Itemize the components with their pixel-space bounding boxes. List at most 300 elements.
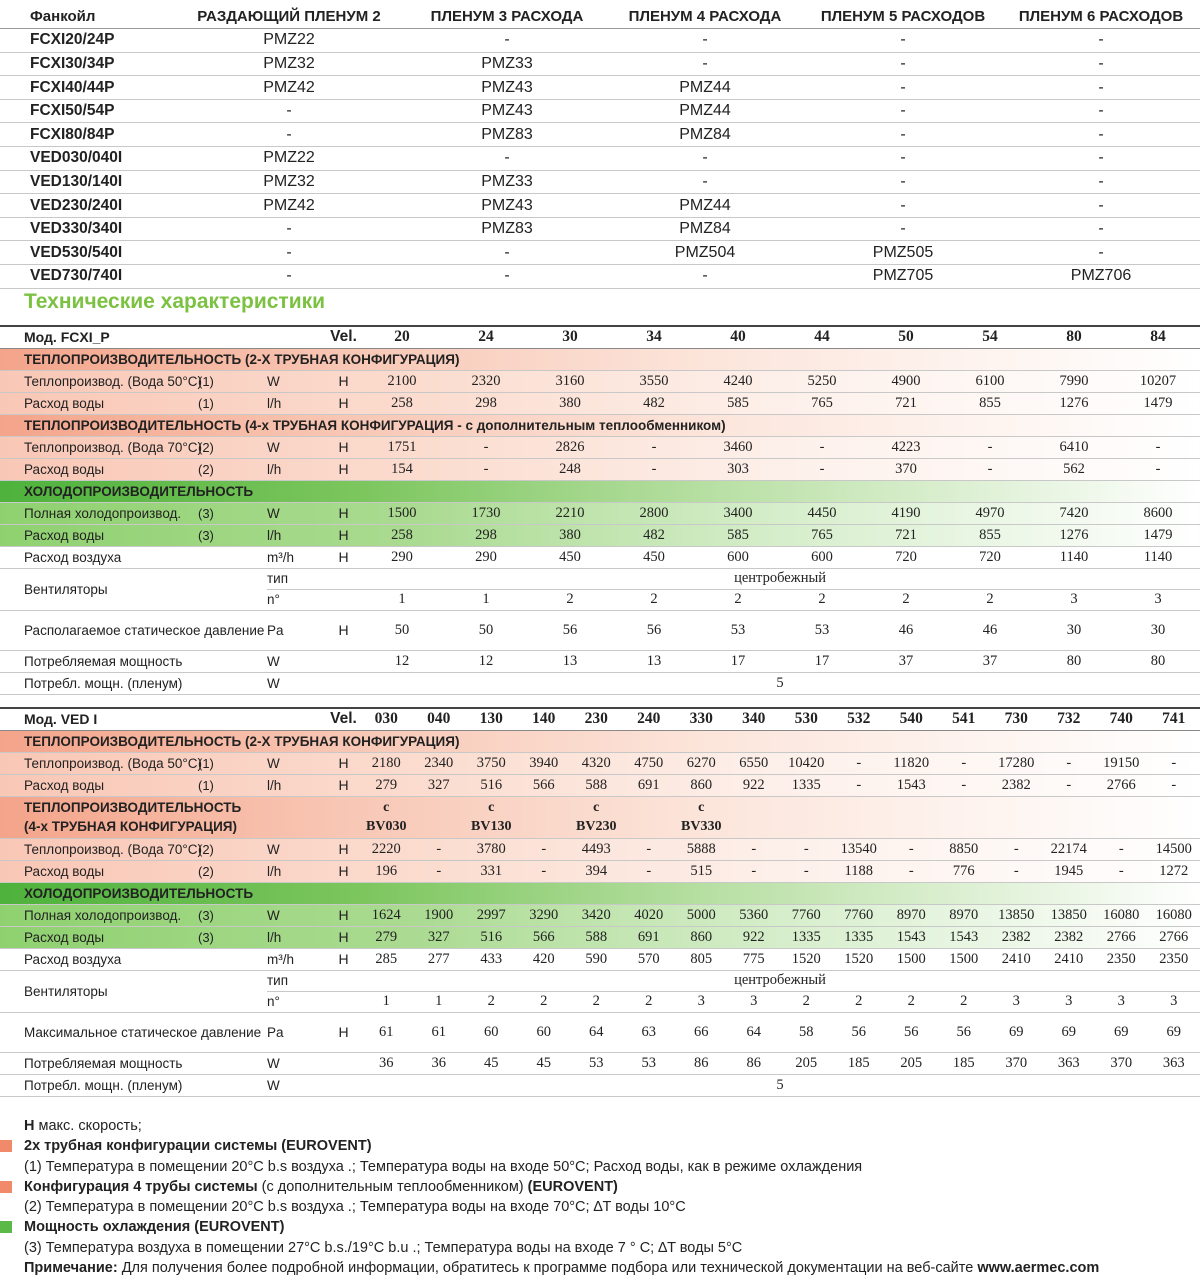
plenum-code: PMZ33: [408, 170, 606, 194]
row-label: Располагаемое статическое давление: [0, 610, 267, 650]
cell-value: 36: [413, 1052, 466, 1074]
fancoil-model: VED130/140I: [0, 170, 170, 194]
cell-value: 1: [413, 991, 466, 1012]
cell-value: -: [1095, 838, 1148, 860]
model-header-row: [0, 708, 1200, 730]
fans-n-label: n°: [267, 991, 327, 1012]
cell-value: 516: [465, 926, 518, 948]
row-unit: Pa: [267, 610, 327, 650]
cell-value: 185: [833, 1052, 886, 1074]
cell-value: 2: [612, 589, 696, 610]
cell-value: 13: [528, 650, 612, 672]
bv-cell: [938, 796, 991, 838]
cell-value: 3460: [696, 436, 780, 458]
cell-value: 69: [1043, 1012, 1096, 1052]
bv-cell: [623, 796, 676, 838]
plenum-code: -: [606, 52, 804, 76]
fans-n-label: n°: [267, 589, 327, 610]
cell-value: 588: [570, 926, 623, 948]
row-speed: H: [327, 774, 360, 796]
plenum-row: [0, 29, 1200, 53]
cell-value: 1945: [1043, 860, 1096, 882]
cell-value: 450: [528, 546, 612, 568]
row-unit: W: [267, 1052, 327, 1074]
cell-value: 205: [780, 1052, 833, 1074]
cell-value: 50: [360, 610, 444, 650]
row-speed: H: [327, 948, 360, 970]
row-speed: H: [327, 860, 360, 882]
plenum-code: -: [804, 76, 1002, 100]
bv-cell: [465, 796, 518, 838]
section-title: ХОЛОДОПРОИЗВОДИТЕЛЬНОСТЬ: [0, 882, 1200, 904]
row-ref: (2): [198, 838, 267, 860]
bv-prefix: с: [360, 798, 413, 817]
fancoil-model: VED530/540I: [0, 241, 170, 265]
cell-value: 2: [518, 991, 571, 1012]
cell-value: 30: [1116, 610, 1200, 650]
cell-value: 36: [360, 1052, 413, 1074]
plenum-code: PMZ44: [606, 99, 804, 123]
plenum-code: PMZ84: [606, 123, 804, 147]
cell-value: 4900: [864, 370, 948, 392]
plenum-code: PMZ83: [408, 217, 606, 241]
row-unit: W: [267, 650, 327, 672]
cell-value: 1276: [1032, 392, 1116, 414]
plenum-row: [0, 123, 1200, 147]
row-ref: (3): [198, 904, 267, 926]
section-title-row: [0, 414, 1200, 436]
model-number: 532: [833, 708, 886, 730]
plenum-code: -: [1002, 217, 1200, 241]
row-ref: (2): [198, 458, 267, 480]
fancoil-model: VED030/040I: [0, 147, 170, 171]
plenum-row: [0, 217, 1200, 241]
plenum-code: -: [606, 170, 804, 194]
model-number: 741: [1148, 708, 1200, 730]
cell-value: 2: [885, 991, 938, 1012]
model-number: 40: [696, 326, 780, 348]
plenum-col-header: ПЛЕНУМ 6 РАСХОДОВ: [1002, 5, 1200, 29]
tech-specs-title: Технические характеристики: [24, 290, 325, 314]
cell-value: -: [885, 860, 938, 882]
row-label: Расход воздуха: [0, 546, 267, 568]
cell-value: 285: [360, 948, 413, 970]
cell-value: -: [623, 838, 676, 860]
plenum-code: PMZ32: [170, 52, 408, 76]
cell-value: 327: [413, 926, 466, 948]
cell-value: 69: [1095, 1012, 1148, 1052]
cell-value: 56: [528, 610, 612, 650]
row-unit: W: [267, 838, 327, 860]
cell-value: 1335: [780, 774, 833, 796]
cell-value: 56: [938, 1012, 991, 1052]
cell-value: 5360: [728, 904, 781, 926]
data-row: [0, 524, 1200, 546]
model-label: Мод. FCXI_P: [0, 326, 327, 348]
cell-value: -: [623, 860, 676, 882]
row-speed: [327, 672, 360, 694]
plenum-code: -: [1002, 29, 1200, 53]
empty: [327, 991, 360, 1012]
plenum-code: PMZ42: [170, 76, 408, 100]
model-number: 80: [1032, 326, 1116, 348]
cell-value: 1276: [1032, 524, 1116, 546]
row-unit: m³/h: [267, 948, 327, 970]
row-unit: W: [267, 370, 327, 392]
cell-value: -: [444, 458, 528, 480]
cell-value: 516: [465, 774, 518, 796]
cell-value: 4223: [864, 436, 948, 458]
plenum-code: PMZ22: [170, 147, 408, 171]
cell-value: 1335: [833, 926, 886, 948]
plenum-code: -: [1002, 99, 1200, 123]
plenum-code: -: [804, 123, 1002, 147]
cell-value: 61: [360, 1012, 413, 1052]
cell-value: 2410: [1043, 948, 1096, 970]
row-unit: l/h: [267, 458, 327, 480]
plenum-code: -: [804, 170, 1002, 194]
data-row: [0, 502, 1200, 524]
cell-value: 394: [570, 860, 623, 882]
model-number: 030: [360, 708, 413, 730]
cell-value: 691: [623, 926, 676, 948]
section-title-row: [0, 348, 1200, 370]
plenum-code: PMZ22: [170, 29, 408, 53]
cell-value: 290: [444, 546, 528, 568]
cell-value: 420: [518, 948, 571, 970]
cell-value: 2766: [1148, 926, 1200, 948]
cell-value: 1: [360, 991, 413, 1012]
cell-value: 303: [696, 458, 780, 480]
fans-label: Вентиляторы: [0, 970, 267, 1012]
cell-value: 17: [696, 650, 780, 672]
cell-value: 1140: [1116, 546, 1200, 568]
note-3-title: Мощность охлаждения (EUROVENT): [24, 1217, 1194, 1237]
row-label: Расход воды: [0, 774, 198, 796]
bv-prefix: с: [465, 798, 518, 817]
row-label: Расход воды: [0, 926, 198, 948]
row-speed: H: [327, 546, 360, 568]
cell-value: 64: [570, 1012, 623, 1052]
row-ref: (3): [198, 524, 267, 546]
bv-model: BV030: [360, 817, 413, 836]
row-unit: l/h: [267, 926, 327, 948]
cell-value: 370: [990, 1052, 1043, 1074]
cell-value: 185: [938, 1052, 991, 1074]
cell-value: 380: [528, 524, 612, 546]
row-ref: (1): [198, 774, 267, 796]
cell-value: 7420: [1032, 502, 1116, 524]
cell-value: 63: [623, 1012, 676, 1052]
cell-value: 566: [518, 926, 571, 948]
model-number: 24: [444, 326, 528, 348]
row-label: Потребляемая мощность: [0, 1052, 267, 1074]
cell-value: 805: [675, 948, 728, 970]
cell-value: 56: [833, 1012, 886, 1052]
cell-value: 566: [518, 774, 571, 796]
row-label: Потребл. мощн. (пленум): [0, 1074, 267, 1096]
bv-cell: [1148, 796, 1200, 838]
cell-value: -: [780, 458, 864, 480]
cell-value: 855: [948, 392, 1032, 414]
row-unit: W: [267, 672, 327, 694]
model-header-row: [0, 326, 1200, 348]
row-unit: l/h: [267, 392, 327, 414]
row-unit: W: [267, 752, 327, 774]
cell-value: 5000: [675, 904, 728, 926]
cell-value: 1520: [833, 948, 886, 970]
cell-value: 16080: [1095, 904, 1148, 926]
cell-value: 8600: [1116, 502, 1200, 524]
row-ref: (1): [198, 370, 267, 392]
model-number: 84: [1116, 326, 1200, 348]
model-number: 34: [612, 326, 696, 348]
cell-value: 56: [612, 610, 696, 650]
cell-value: 66: [675, 1012, 728, 1052]
heating-4pipe-legend-square: [0, 1181, 12, 1193]
cell-value: 258: [360, 392, 444, 414]
cell-value: 3750: [465, 752, 518, 774]
row-label: Полная холодопроизвод.: [0, 904, 198, 926]
data-row: [0, 904, 1200, 926]
cell-value: 298: [444, 524, 528, 546]
cell-value: 60: [465, 1012, 518, 1052]
bv-cell: [570, 796, 623, 838]
empty: [327, 589, 360, 610]
cell-value: 3: [675, 991, 728, 1012]
cell-value: 279: [360, 926, 413, 948]
cell-value: 776: [938, 860, 991, 882]
cell-value: 600: [780, 546, 864, 568]
data-row: [0, 436, 1200, 458]
model-number: 50: [864, 326, 948, 348]
row-speed: H: [327, 436, 360, 458]
cell-value: 2: [864, 589, 948, 610]
cell-value: 2: [623, 991, 676, 1012]
cell-value: 2: [465, 991, 518, 1012]
row-unit: W: [267, 1074, 327, 1096]
data-row: [0, 1052, 1200, 1074]
fans-type-value: центробежный: [360, 568, 1200, 589]
cell-value: 17280: [990, 752, 1043, 774]
cell-value: 4750: [623, 752, 676, 774]
row-ref: (3): [198, 926, 267, 948]
fancoil-model: FCXI80/84P: [0, 123, 170, 147]
cell-value: 860: [675, 774, 728, 796]
cell-value: 2: [833, 991, 886, 1012]
fans-type-label: тип: [267, 568, 327, 589]
website-link[interactable]: www.aermec.com: [977, 1260, 1099, 1276]
cell-value: 1479: [1116, 524, 1200, 546]
cell-value: 19150: [1095, 752, 1148, 774]
row-speed: H: [327, 752, 360, 774]
cell-value: 562: [1032, 458, 1116, 480]
plenum-code: -: [804, 99, 1002, 123]
cell-value: 1140: [1032, 546, 1116, 568]
plenum-col-header: ПЛЕНУМ 5 РАСХОДОВ: [804, 5, 1002, 29]
cell-value: -: [780, 436, 864, 458]
cell-value: 363: [1043, 1052, 1096, 1074]
cell-value: 370: [1095, 1052, 1148, 1074]
row-ref: (3): [198, 502, 267, 524]
row-unit: W: [267, 904, 327, 926]
cell-value: 80: [1032, 650, 1116, 672]
model-number: 30: [528, 326, 612, 348]
plenum-code: PMZ43: [408, 194, 606, 218]
data-row: [0, 752, 1200, 774]
plenum-code: PMZ505: [804, 241, 1002, 265]
row-speed: H: [327, 926, 360, 948]
plenum-row: [0, 170, 1200, 194]
row-speed: H: [327, 1012, 360, 1052]
cell-value: 13850: [990, 904, 1043, 926]
cell-value: -: [1116, 458, 1200, 480]
cell-value: 855: [948, 524, 1032, 546]
row-unit: m³/h: [267, 546, 327, 568]
cell-value: 12: [360, 650, 444, 672]
cell-value: -: [938, 752, 991, 774]
model-label: Мод. VED I: [0, 708, 327, 730]
cell-value: 46: [864, 610, 948, 650]
row-ref: (2): [198, 436, 267, 458]
cell-value: 585: [696, 392, 780, 414]
cell-value: 331: [465, 860, 518, 882]
cell-value: -: [1043, 752, 1096, 774]
cell-value: 3: [1148, 991, 1200, 1012]
row-speed: H: [327, 370, 360, 392]
cell-value: 64: [728, 1012, 781, 1052]
plenum-power-row: [0, 672, 1200, 694]
row-label: Полная холодопроизвод.: [0, 502, 198, 524]
model-number: 040: [413, 708, 466, 730]
cell-value: 585: [696, 524, 780, 546]
cell-value: 37: [948, 650, 1032, 672]
empty: [327, 568, 360, 589]
plenum-row: [0, 194, 1200, 218]
cell-value: -: [833, 774, 886, 796]
plenum-code: PMZ44: [606, 194, 804, 218]
cell-value: 248: [528, 458, 612, 480]
cell-value: 765: [780, 524, 864, 546]
section-title: ХОЛОДОПРОИЗВОДИТЕЛЬНОСТЬ: [0, 480, 1200, 502]
row-ref: (1): [198, 752, 267, 774]
cell-value: 13540: [833, 838, 886, 860]
cell-value: 1272: [1148, 860, 1200, 882]
cell-value: -: [518, 838, 571, 860]
cell-value: 3400: [696, 502, 780, 524]
plenum-code: -: [170, 123, 408, 147]
row-label: Потребл. мощн. (пленум): [0, 672, 267, 694]
cell-value: 86: [728, 1052, 781, 1074]
fancoil-model: VED330/340I: [0, 217, 170, 241]
cell-value: 3420: [570, 904, 623, 926]
bv-cell: [360, 796, 413, 838]
data-row: [0, 392, 1200, 414]
cell-value: 2410: [990, 948, 1043, 970]
cell-value: 154: [360, 458, 444, 480]
row-label: Максимальное статическое давление: [0, 1012, 267, 1052]
section-title: ТЕПЛОПРОИЗВОДИТЕЛЬНОСТЬ (2-Х ТРУБНАЯ КОНФИГУРАЦИЯ): [0, 730, 1200, 752]
plenum-header-row: [0, 5, 1200, 29]
cell-value: 290: [360, 546, 444, 568]
cell-value: 450: [612, 546, 696, 568]
cell-value: 80: [1116, 650, 1200, 672]
row-unit: l/h: [267, 524, 327, 546]
section-title-line1: ТЕПЛОПРОИЗВОДИТЕЛЬНОСТЬ: [24, 798, 360, 817]
cell-value: 2180: [360, 752, 413, 774]
row-unit: W: [267, 436, 327, 458]
cell-value: 1730: [444, 502, 528, 524]
plenum-power-row: [0, 1074, 1200, 1096]
cell-value: 4970: [948, 502, 1032, 524]
row-label: Расход воды: [0, 392, 198, 414]
cell-value: 2: [938, 991, 991, 1012]
cell-value: 370: [864, 458, 948, 480]
cell-value: 1: [444, 589, 528, 610]
plenum-code: -: [1002, 76, 1200, 100]
cell-value: 433: [465, 948, 518, 970]
plenum-code: -: [1002, 52, 1200, 76]
note-1-title: 2х трубная конфигурации системы (EUROVENT): [24, 1136, 1194, 1156]
plenum-code: -: [606, 29, 804, 53]
cell-value: 588: [570, 774, 623, 796]
cell-value: 1543: [938, 926, 991, 948]
data-row: [0, 926, 1200, 948]
cell-value: 3780: [465, 838, 518, 860]
notes: [24, 1116, 1194, 1278]
cell-value: 2210: [528, 502, 612, 524]
plenum-code: PMZ504: [606, 241, 804, 265]
cell-value: -: [1148, 752, 1200, 774]
cell-value: 5250: [780, 370, 864, 392]
cell-value: 205: [885, 1052, 938, 1074]
fans-type-row: [0, 568, 1200, 589]
cell-value: 56: [885, 1012, 938, 1052]
cell-value: 3: [1043, 991, 1096, 1012]
data-row: [0, 610, 1200, 650]
cell-value: 1188: [833, 860, 886, 882]
plenum-code: -: [804, 147, 1002, 171]
section-title-row: [0, 796, 1200, 838]
row-label: Теплопроизвод. (Вода 70°С): [0, 838, 198, 860]
model-number: 230: [570, 708, 623, 730]
data-row: [0, 458, 1200, 480]
plenum-code: -: [606, 147, 804, 171]
cell-value: 2382: [990, 926, 1043, 948]
row-label: Потребляемая мощность: [0, 650, 267, 672]
cell-value: 12: [444, 650, 528, 672]
plenum-col-header: ПЛЕНУМ 4 РАСХОДА: [606, 5, 804, 29]
plenum-code: -: [170, 241, 408, 265]
section-title-row: [0, 480, 1200, 502]
fans-type-value: центробежный: [360, 970, 1200, 991]
cell-value: 1900: [413, 904, 466, 926]
cell-value: -: [948, 436, 1032, 458]
section-title: [0, 796, 360, 838]
model-number: 541: [938, 708, 991, 730]
plenum-code: PMZ42: [170, 194, 408, 218]
heating-legend-square: [0, 1140, 12, 1152]
cell-value: 721: [864, 392, 948, 414]
cell-value: 4240: [696, 370, 780, 392]
model-number: 44: [780, 326, 864, 348]
section-title-line2: (4-х ТРУБНАЯ КОНФИГУРАЦИЯ): [24, 817, 360, 836]
cell-value: -: [990, 838, 1043, 860]
cell-value: 69: [990, 1012, 1043, 1052]
cell-value: 3290: [518, 904, 571, 926]
cell-value: 37: [864, 650, 948, 672]
cell-value: 2320: [444, 370, 528, 392]
